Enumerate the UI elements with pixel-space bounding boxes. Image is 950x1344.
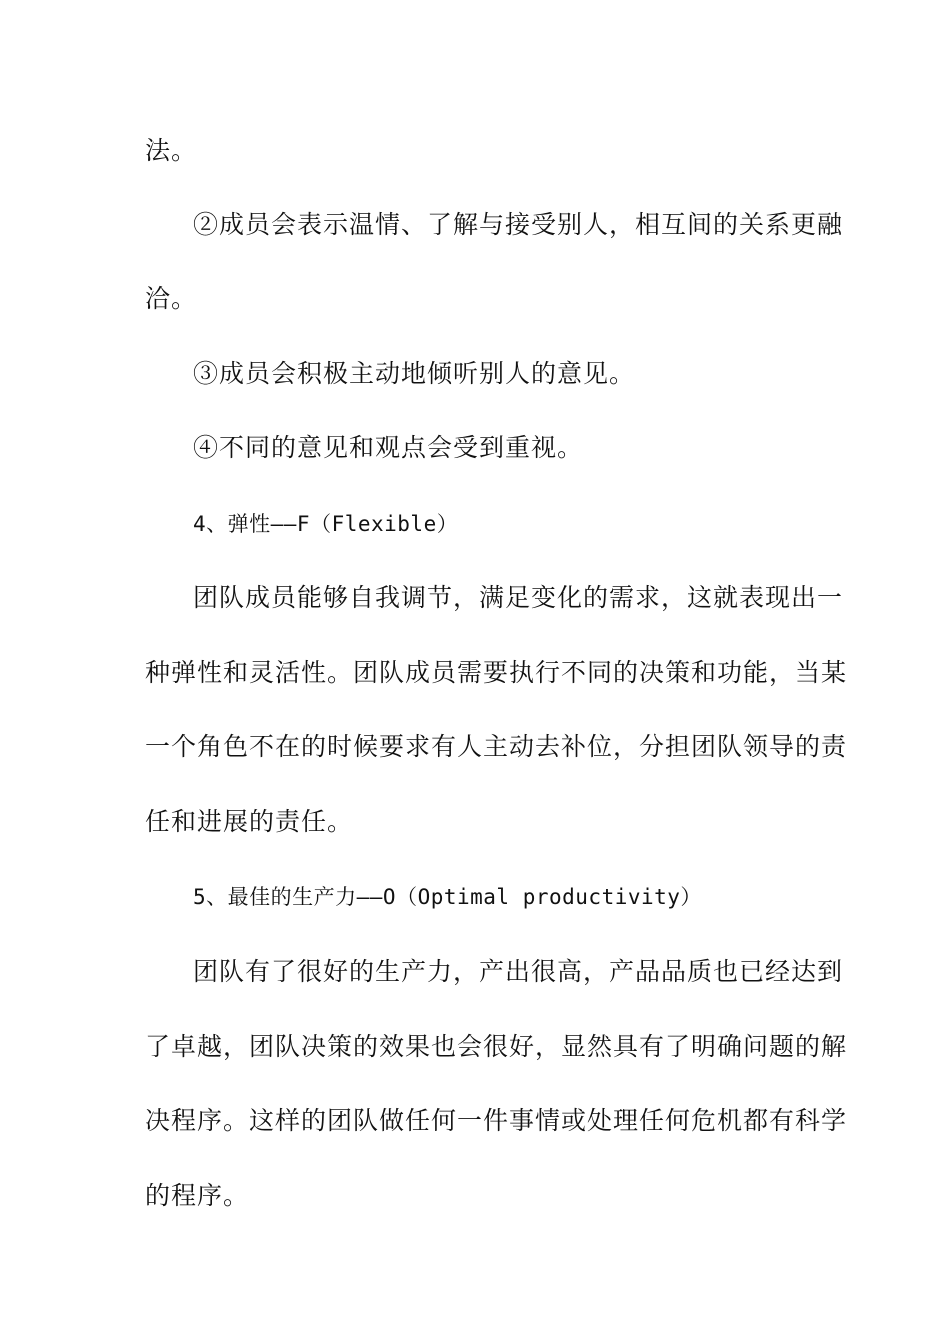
paragraph-continuation: 法。 [145, 136, 198, 165]
paragraph-flexible-line-4: 任和进展的责任。 [145, 807, 354, 836]
paragraph-productivity-line-1: 团队有了很好的生产力，产出很高，产品品质也已经达到 [193, 957, 844, 986]
paragraph-productivity-line-2: 了卓越，团队决策的效果也会很好，显然具有了明确问题的解 [145, 1032, 848, 1061]
section-heading-optimal-productivity: 5、最佳的生产力——O（Optimal productivity） [193, 885, 702, 909]
paragraph-flexible-line-2: 种弹性和灵活性。团队成员需要执行不同的决策和功能，当某 [145, 658, 848, 687]
list-item-2-continuation: 洽。 [145, 284, 198, 313]
list-item-3: ③成员会积极主动地倾听别人的意见。 [193, 359, 636, 388]
section-heading-flexible: 4、弹性——F（Flexible） [193, 512, 459, 536]
paragraph-productivity-line-3: 决程序。这样的团队做任何一件事情或处理任何危机都有科学 [145, 1106, 848, 1135]
list-item-2: ②成员会表示温情、了解与接受别人，相互间的关系更融 [193, 210, 844, 239]
list-item-4: ④不同的意见和观点会受到重视。 [193, 433, 584, 462]
paragraph-productivity-line-4: 的程序。 [145, 1181, 250, 1210]
paragraph-flexible-line-3: 一个角色不在的时候要求有人主动去补位，分担团队领导的责 [145, 732, 848, 761]
paragraph-flexible-line-1: 团队成员能够自我调节，满足变化的需求，这就表现出一 [193, 583, 844, 612]
